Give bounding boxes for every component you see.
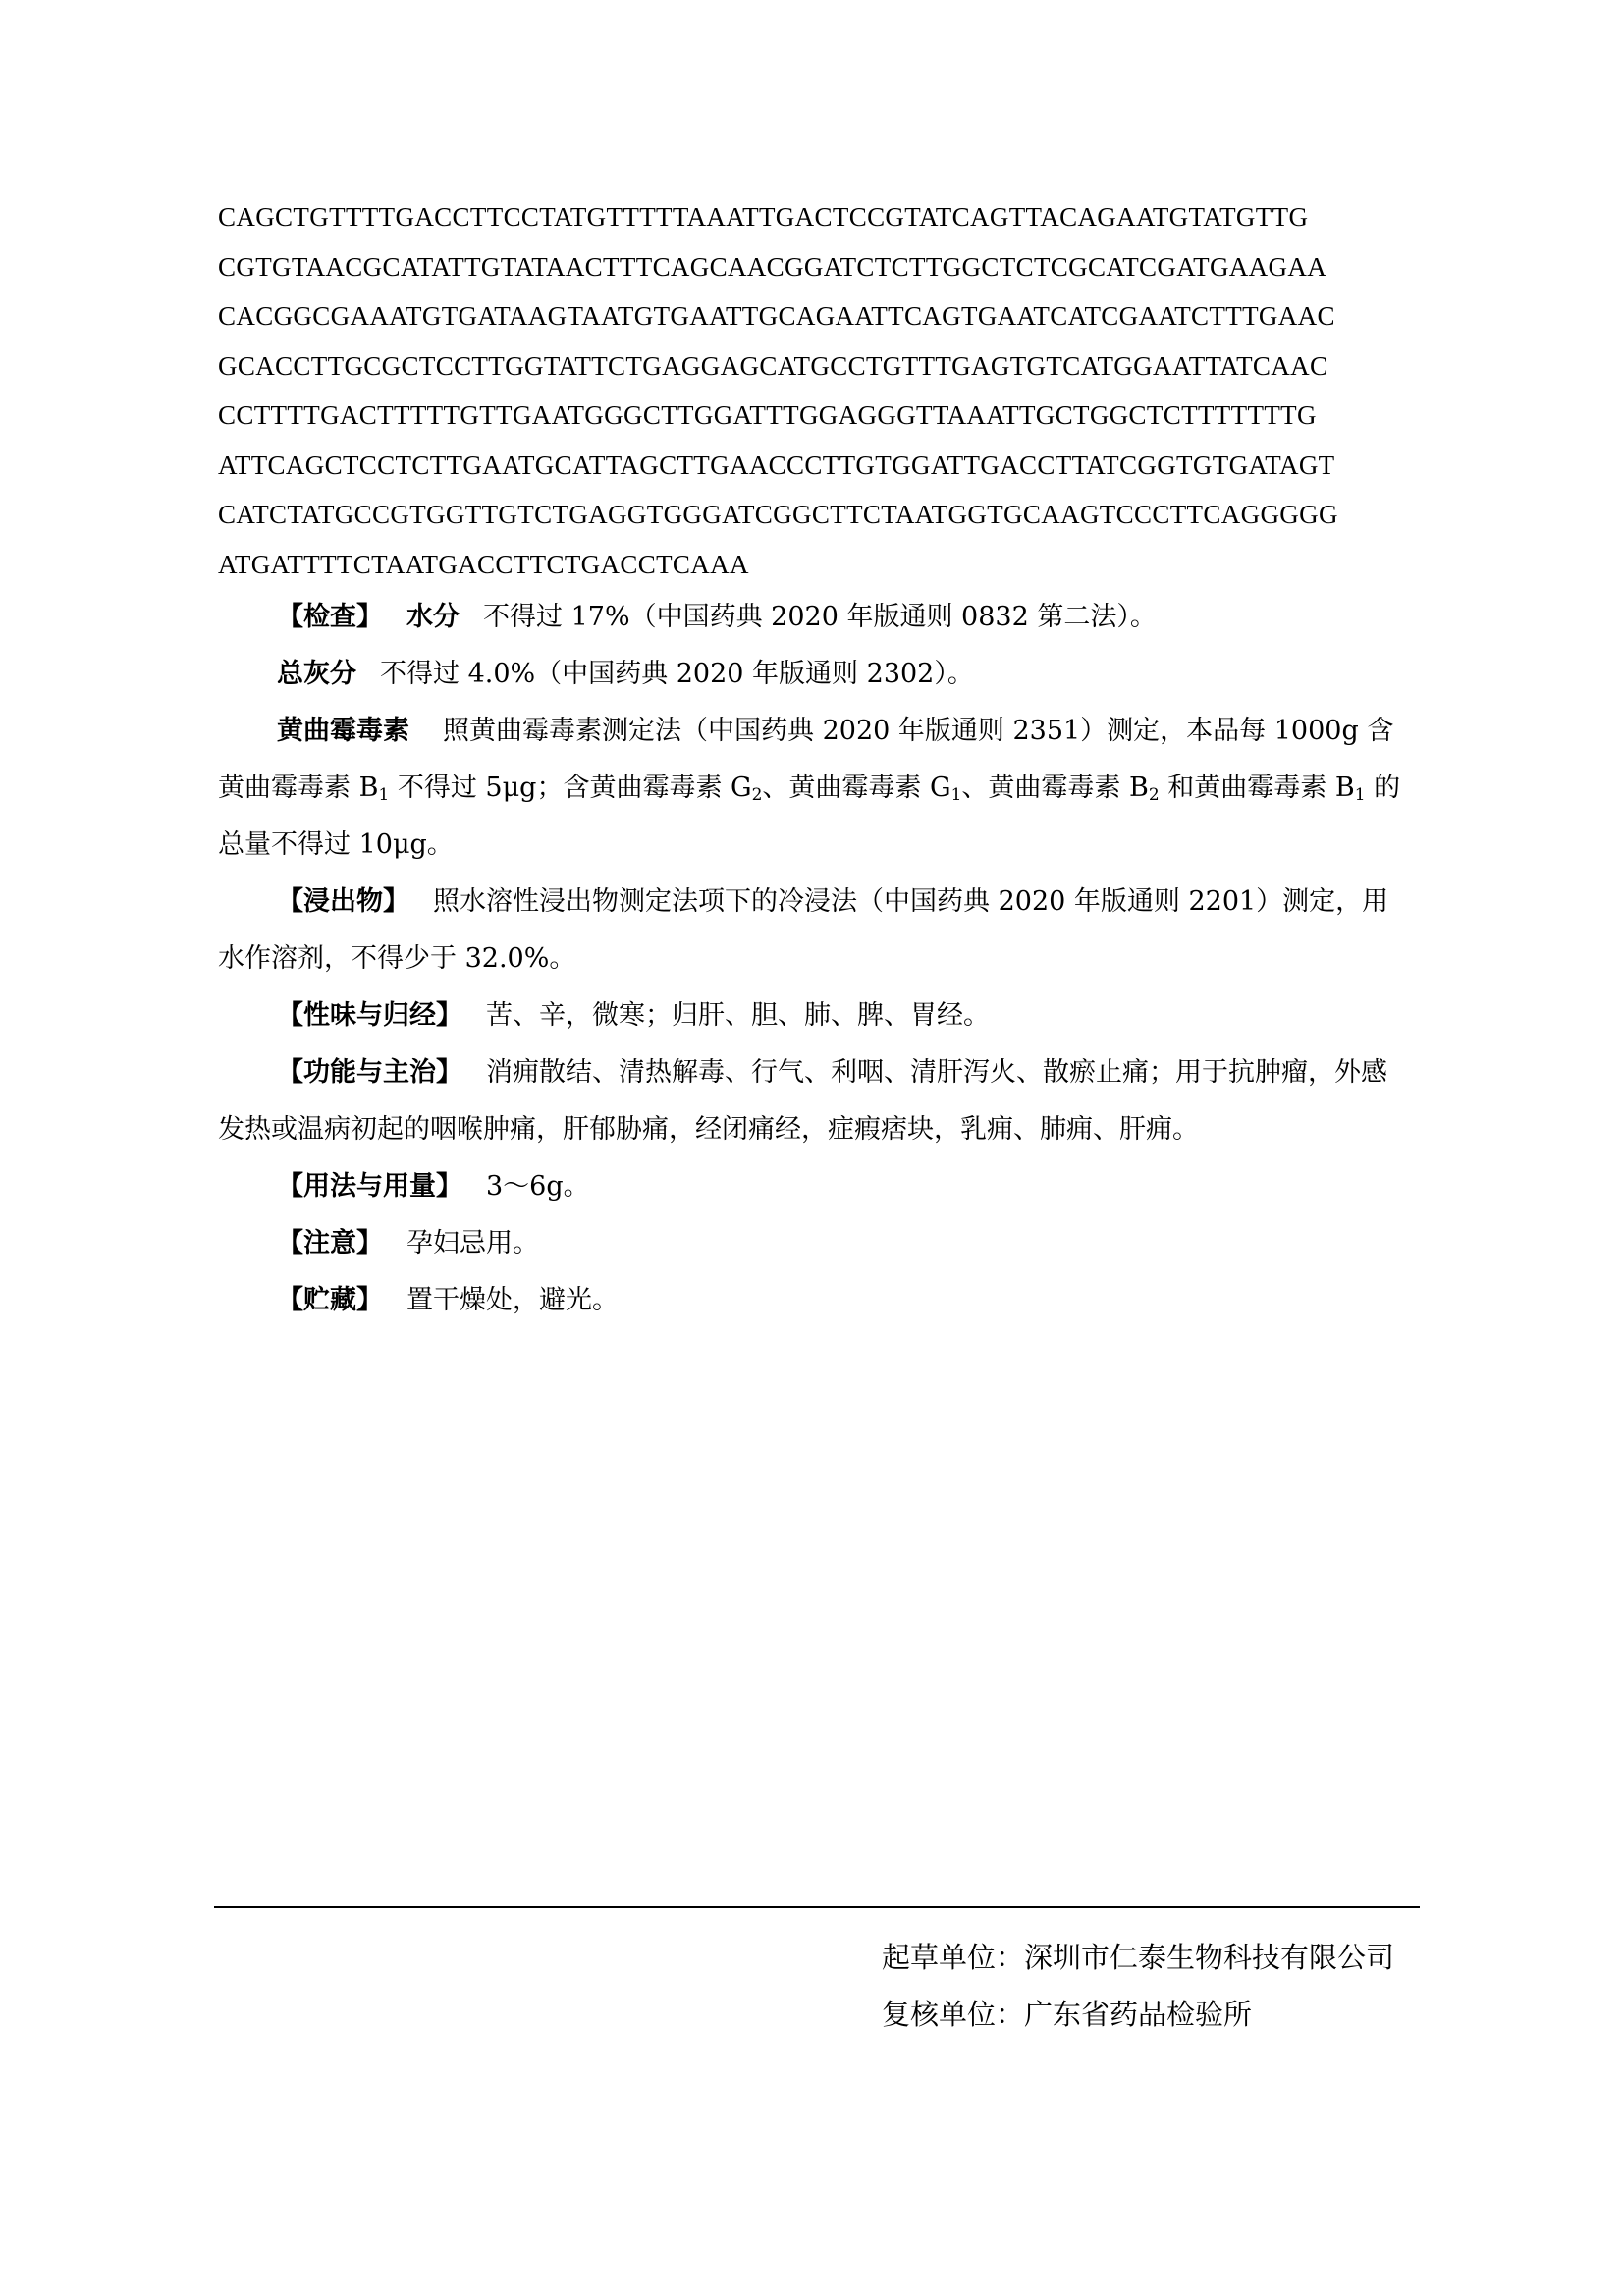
- storage-section: [218, 1272, 1411, 1329]
- nature-heading: 【性味与归经】: [277, 1000, 462, 1031]
- inspection-heading: 【检查】: [277, 602, 383, 632]
- sequence-line: ATTCAGCTCCTCTTGAATGCATTAGCTTGAACCCTTGTGGATTGACCTTATCGGTGTGATAGT: [218, 450, 1335, 480]
- caution-section: [218, 1215, 1411, 1272]
- footer-divider: [214, 1906, 1420, 1908]
- sequence-line: CATCTATGCCGTGGTTGTCTGAGGTGGGATCGGCTTCTAATGGTGCAAGTCCCTTCAGGGGG: [218, 500, 1338, 529]
- extract-text: 照水溶性浸出物测定法项下的冷浸法（中国药典 2020 年版通则 2201）测定，用水作溶剂，不得少于 32.0%。: [218, 886, 1389, 974]
- extract-heading: 【浸出物】: [277, 886, 409, 917]
- nature-section: [218, 988, 1411, 1044]
- inspection-moisture: [218, 589, 1411, 646]
- inspection-ash: [218, 646, 1411, 703]
- function-heading: 【功能与主治】: [277, 1057, 462, 1088]
- inspection-aflatoxin: [218, 703, 1411, 874]
- sequence-line: GCACCTTGCGCTCCTTGGTATTCTGAGGAGCATGCCTGTTTGAGTGTCATGGAATTATCAAC: [218, 350, 1328, 381]
- extract-section: [218, 874, 1411, 988]
- caution-text: 孕妇忌用。: [406, 1228, 539, 1258]
- sequence-line: CGTGTAACGCATATTGTATAACTTTCAGCAACGGATCTCTTGGCTCTCGCATCGATGAAGAA: [218, 251, 1327, 282]
- footer-block: [882, 1929, 1394, 2043]
- aflatoxin-label: 黄曲霉毒素: [277, 716, 409, 746]
- usage-section: [218, 1158, 1411, 1215]
- storage-text: 置干燥处，避光。: [406, 1285, 619, 1315]
- sequence-line: ATGATTTTCTAATGACCTTCTGACCTCAAA: [218, 549, 749, 579]
- aflatoxin-text: 照黄曲霉毒素测定法（中国药典 2020 年版通则 2351）测定，本品每 1000g 含黄曲霉毒素 $B_1$ 不得过 5μg；含黄曲霉毒素 $G_2$、黄曲霉毒素 $G_1$、黄曲霉毒素 $B_2$ 和黄曲霉毒素 $B_1$ 的总量不得过 10μg。: [218, 716, 1401, 860]
- function-text: 消痈散结、清热解毒、行气、利咽、清肝泻火、散瘀止痛；用于抗肿瘤，外感发热或温病初起的咽喉肿痛，肝郁胁痛，经闭痛经，症瘕痞块，乳痈、肺痈、肝痈。: [218, 1057, 1387, 1145]
- sequence-line: CACGGCGAAATGTGATAAGTAATGTGAATTGCAGAATTCAGTGAATCATCGAATCTTTGAAC: [218, 301, 1335, 331]
- sequence-line: CAGCTGTTTTGACCTTCCTATGTTTTTAAATTGACTCCGTATCAGTTACAGAATGTATGTTG: [218, 202, 1309, 232]
- ash-label: 总灰分: [277, 659, 356, 689]
- drafting-unit: 起草单位：深圳市仁泰生物科技有限公司: [882, 1941, 1395, 1974]
- sequence-line: CCTTTTGACTTTTTGTTGAATGGGCTTGGATTTGGAGGGTTAAATTGCTGGCTCTTTTTTTG: [218, 400, 1317, 430]
- nature-text: 苦、辛，微寒；归肝、胆、肺、脾、胃经。: [486, 1000, 990, 1031]
- ash-text: 不得过 4.0%（中国药典 2020 年版通则 2302）。: [380, 659, 974, 689]
- function-section: [218, 1044, 1411, 1158]
- moisture-label: 水分: [406, 602, 460, 632]
- storage-heading: 【贮藏】: [277, 1285, 383, 1315]
- review-unit: 复核单位：广东省药品检验所: [882, 1998, 1253, 2031]
- monograph-body: [218, 589, 1411, 1329]
- dna-sequence-block: [218, 192, 1416, 589]
- usage-text: 3～6g。: [486, 1171, 590, 1201]
- caution-heading: 【注意】: [277, 1228, 383, 1258]
- usage-heading: 【用法与用量】: [277, 1171, 462, 1201]
- moisture-text: 不得过 17%（中国药典 2020 年版通则 0832 第二法）。: [483, 602, 1157, 632]
